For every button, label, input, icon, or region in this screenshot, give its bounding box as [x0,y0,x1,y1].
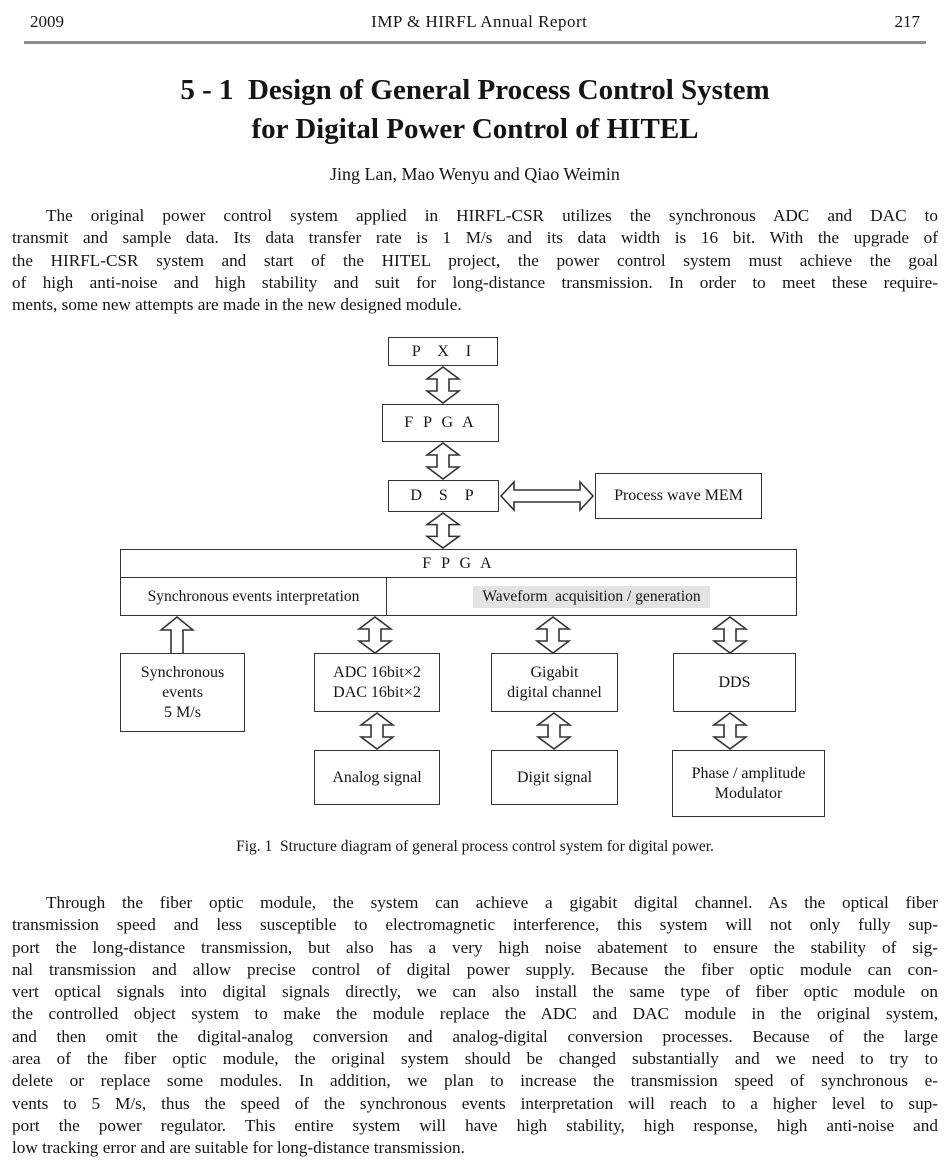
paragraph-line: ments, some new attempts are made in the new designed module. [12,295,462,315]
double-arrow-digit-icon [536,712,572,750]
double-arrow-dsp-mem-icon [500,480,594,512]
paragraph-line: vert optical signals into digital signals directly, we can also install the same type of fiber optic module on [12,982,938,1002]
dac-line: DAC 16bit×2 [333,683,421,701]
diagram-box-analog-signal [314,750,440,805]
header-rule [24,41,926,44]
double-arrow-phase-icon [712,712,748,750]
double-arrow-gigabit-icon [535,616,571,654]
paragraph-1 [12,205,938,316]
article-title-line1: 5 - 1 Design of General Process Control System [180,74,770,106]
paragraph-line: of high anti-noise and high stability and suit for long-distance transmission. In order to meet these require- [12,272,938,292]
gigabit-line: digital channel [507,683,602,701]
sync-events-line: Synchronous [140,663,225,681]
double-arrow-dds-icon [712,616,748,654]
paragraph-line: port the power regulator. This entire system will have high stability, high response, high anti-noise and [12,1115,938,1135]
paragraph-2 [12,892,938,1160]
paragraph-line: Through the fiber optic module, the system can achieve a gigabit digital channel. As the optical fiber [46,893,938,912]
diagram-box-process-wave-mem [595,473,762,519]
double-arrow-analog-icon [359,712,395,750]
authors-line: Jing Lan, Mao Wenyu and Qiao Weimin [330,164,620,184]
running-header [12,0,938,32]
figure-caption: Fig. 1 Structure diagram of general process control system for digital power. [236,838,714,855]
paper-page [0,0,950,316]
paragraph-line: port the long-distance transmission, but also has a very high noise abatement to ensure the stability of sig- [12,937,938,957]
double-arrow-fpga-dsp-icon [425,442,461,480]
digit-signal-label: Digit signal [516,768,593,786]
paragraph-line: nal transmission and allow precise control of digital power supply. Because the fiber optic module can con- [12,959,938,979]
up-arrow-sync-events-icon [159,616,195,654]
figure-1-diagram [0,330,950,828]
paragraph-line: area of the fiber optic module, the original system should be changed substantially and we need to try to [12,1049,938,1069]
paragraph-line: low tracking error and are suitable for long-distance transmission. [12,1138,465,1158]
paragraph-line: transmission speed and less susceptible to electromagnetic interference, this system will not only fully sup- [12,915,938,935]
diagram-box-adc-dac [314,653,440,712]
diagram-box-dds [673,653,796,712]
double-arrow-pxi-fpga-icon [425,366,461,404]
double-arrow-adc-icon [357,616,393,654]
phase-modulator-line: Modulator [714,784,783,802]
diagram-box-digit-signal [491,750,618,805]
dds-label: DDS [718,673,751,691]
paragraph-line: vents to 5 M/s, thus the speed of the synchronous events interpretation will reach to a higher level to sup- [12,1093,938,1113]
pxi-label: P X I [411,342,475,360]
diagram-box-sync-events [120,653,245,732]
diagram-box-phase-modulator [672,750,825,817]
paragraph-line: The original power control system applied in HIRFL-CSR utilizes the synchronous ADC and DAC to [46,206,938,225]
gigabit-line: Gigabit [530,663,579,681]
cell-waveform-acq-gen [387,578,796,615]
analog-signal-label: Analog signal [332,768,422,786]
dsp-label: D S P [410,487,477,504]
diagram-box-gigabit [491,653,618,712]
adc-line: ADC 16bit×2 [333,663,421,681]
fpga-main-label: F P G A [422,554,495,572]
diagram-box-fpga-main [120,549,797,616]
paragraph-line: delete or replace some modules. In addition, we plan to increase the transmission speed of synchronous e- [12,1071,938,1091]
paragraph-line: the HIRFL-CSR system and start of the HITEL project, the power control system must achieve the goal [12,250,938,270]
diagram-box-dsp [388,480,499,512]
sync-events-line: 5 M/s [164,703,201,721]
sync-events-interpretation-label: Synchronous events interpretation [147,587,360,605]
sync-events-line: events [162,683,203,701]
phase-modulator-line: Phase / amplitude [691,764,806,782]
fpga-top-label: F P G A [404,414,477,431]
double-arrow-dsp-fpga-main-icon [425,512,461,549]
paragraph-line: the controlled object system to make the module replace the ADC and DAC module in the original system, [12,1004,938,1024]
header-page-number: 217 [894,12,920,31]
cell-sync-events-interpretation [121,578,387,615]
article-title-line2: for Digital Power Control of HITEL [251,113,699,145]
header-year: 2009 [30,12,64,31]
paragraph-line: and then omit the digital-analog conversion and analog-digital conversion processes. Because of the large [12,1026,938,1046]
diagram-box-fpga-top [382,404,499,442]
paragraph-line: transmit and sample data. Its data transfer rate is 1 M/s and its data width is 16 bit. With the upgrade of [12,228,938,248]
process-wave-mem-label: Process wave MEM [614,487,743,504]
header-journal-title: IMP & HIRFL Annual Report [371,12,588,31]
diagram-box-pxi [388,337,498,366]
waveform-acq-gen-label: Waveform acquisition / generation [473,586,709,608]
